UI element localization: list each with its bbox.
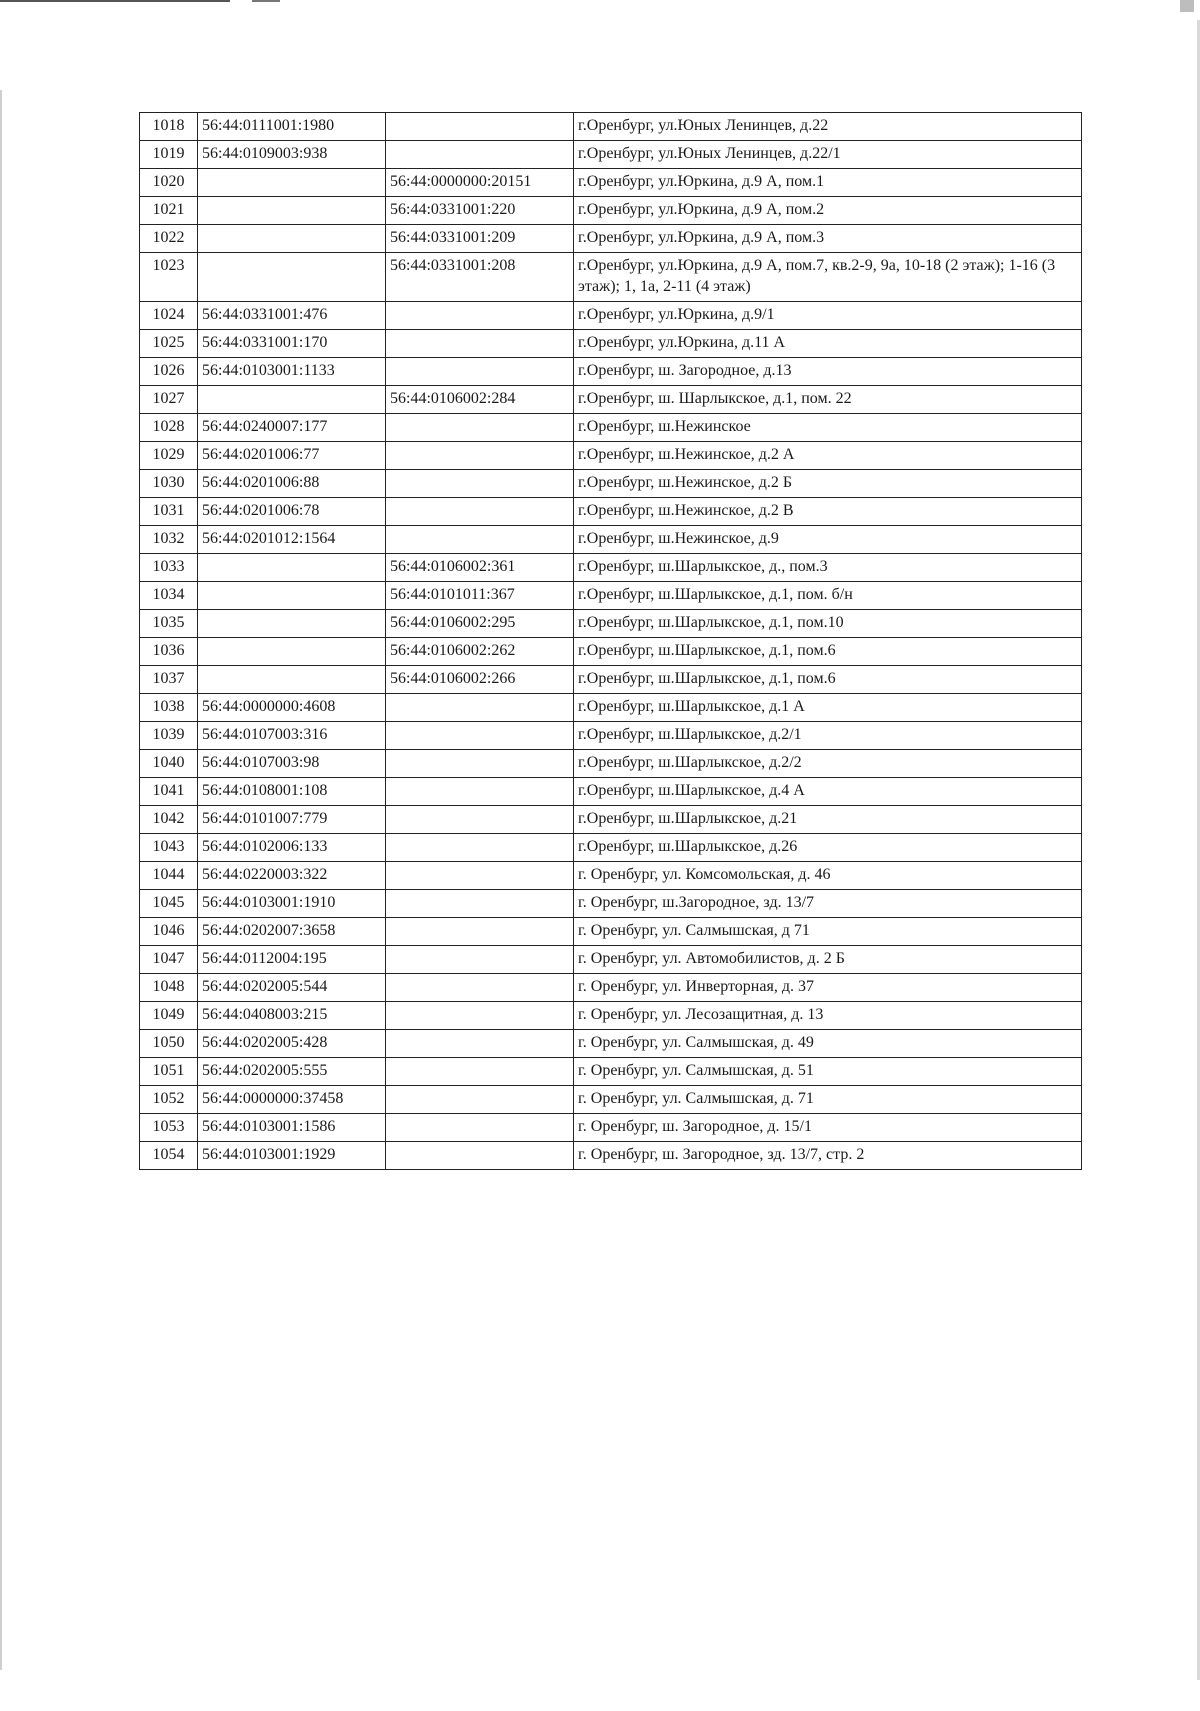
address-cell: г.Оренбург, ш.Шарлыкское, д.4 А <box>574 778 1082 806</box>
address-cell: г.Оренбург, ш.Шарлыкское, д.2/2 <box>574 750 1082 778</box>
address-cell: г.Оренбург, ш.Шарлыкское, д.1, пом. б/н <box>574 582 1082 610</box>
premises-cadastral-number-cell: 56:44:0106002:295 <box>386 610 574 638</box>
table-row <box>140 1142 1082 1170</box>
cadastral-number-cell: 56:44:0102006:133 <box>198 834 386 862</box>
scan-artifact-top-small <box>252 0 280 2</box>
row-number-cell: 1054 <box>140 1142 198 1170</box>
address-cell: г.Оренбург, ш.Шарлыкское, д.26 <box>574 834 1082 862</box>
address-cell: г. Оренбург, ул. Салмышская, д. 49 <box>574 1030 1082 1058</box>
row-number-cell: 1024 <box>140 302 198 330</box>
address-cell: г. Оренбург, ул. Комсомольская, д. 46 <box>574 862 1082 890</box>
table-row <box>140 666 1082 694</box>
table-row <box>140 225 1082 253</box>
cadastral-number-cell: 56:44:0201012:1564 <box>198 526 386 554</box>
address-cell: г.Оренбург, ул.Юркина, д.9 А, пом.7, кв.2-9, 9а, 10-18 (2 этаж); 1-16 (3 этаж); 1, 1а, 2-11 (4 этаж) <box>574 253 1082 302</box>
premises-cadastral-number-cell <box>386 302 574 330</box>
table-row <box>140 169 1082 197</box>
table-row <box>140 554 1082 582</box>
address-cell: г.Оренбург, ул.Юных Ленинцев, д.22 <box>574 113 1082 141</box>
premises-cadastral-number-cell: 56:44:0106002:262 <box>386 638 574 666</box>
address-cell: г.Оренбург, ш.Шарлыкское, д.1, пом.6 <box>574 638 1082 666</box>
cadastral-number-cell: 56:44:0103001:1586 <box>198 1114 386 1142</box>
premises-cadastral-number-cell <box>386 694 574 722</box>
premises-cadastral-number-cell: 56:44:0106002:266 <box>386 666 574 694</box>
address-cell: г.Оренбург, ш.Шарлыкское, д.1, пом.10 <box>574 610 1082 638</box>
table-row <box>140 1030 1082 1058</box>
address-cell: г.Оренбург, ш.Шарлыкское, д.1, пом.6 <box>574 666 1082 694</box>
table-row <box>140 1114 1082 1142</box>
premises-cadastral-number-cell <box>386 1002 574 1030</box>
premises-cadastral-number-cell <box>386 442 574 470</box>
row-number-cell: 1036 <box>140 638 198 666</box>
cadastral-number-cell: 56:44:0202005:544 <box>198 974 386 1002</box>
premises-cadastral-number-cell: 56:44:0000000:20151 <box>386 169 574 197</box>
cadastral-number-cell: 56:44:0108001:108 <box>198 778 386 806</box>
row-number-cell: 1047 <box>140 946 198 974</box>
premises-cadastral-number-cell <box>386 750 574 778</box>
cadastral-number-cell <box>198 225 386 253</box>
row-number-cell: 1048 <box>140 974 198 1002</box>
table-row <box>140 946 1082 974</box>
row-number-cell: 1023 <box>140 253 198 302</box>
cadastral-number-cell <box>198 554 386 582</box>
address-cell: г. Оренбург, ш. Загородное, зд. 13/7, стр. 2 <box>574 1142 1082 1170</box>
row-number-cell: 1041 <box>140 778 198 806</box>
address-cell: г.Оренбург, ул.Юркина, д.11 А <box>574 330 1082 358</box>
address-cell: г.Оренбург, ш.Нежинское, д.2 Б <box>574 470 1082 498</box>
row-number-cell: 1029 <box>140 442 198 470</box>
row-number-cell: 1037 <box>140 666 198 694</box>
address-cell: г. Оренбург, ул. Инверторная, д. 37 <box>574 974 1082 1002</box>
cadastral-number-cell: 56:44:0107003:316 <box>198 722 386 750</box>
row-number-cell: 1052 <box>140 1086 198 1114</box>
address-cell: г. Оренбург, ул. Салмышская, д. 51 <box>574 1058 1082 1086</box>
premises-cadastral-number-cell: 56:44:0331001:209 <box>386 225 574 253</box>
premises-cadastral-number-cell <box>386 778 574 806</box>
cadastral-number-cell: 56:44:0201006:88 <box>198 470 386 498</box>
cadastral-number-cell: 56:44:0202005:555 <box>198 1058 386 1086</box>
cadastral-number-cell <box>198 169 386 197</box>
cadastral-number-cell: 56:44:0202005:428 <box>198 1030 386 1058</box>
table-row <box>140 1058 1082 1086</box>
address-cell: г.Оренбург, ш.Нежинское, д.2 В <box>574 498 1082 526</box>
cadastral-number-cell: 56:44:0201006:78 <box>198 498 386 526</box>
address-cell: г. Оренбург, ш. Загородное, д. 15/1 <box>574 1114 1082 1142</box>
table-row <box>140 834 1082 862</box>
cadastral-number-cell: 56:44:0101007:779 <box>198 806 386 834</box>
premises-cadastral-number-cell <box>386 918 574 946</box>
cadastral-number-cell: 56:44:0240007:177 <box>198 414 386 442</box>
premises-cadastral-number-cell <box>386 1058 574 1086</box>
cadastral-number-cell <box>198 610 386 638</box>
cadastral-number-cell <box>198 638 386 666</box>
premises-cadastral-number-cell <box>386 498 574 526</box>
row-number-cell: 1040 <box>140 750 198 778</box>
property-table <box>139 112 1082 1170</box>
address-cell: г.Оренбург, ш.Нежинское, д.2 А <box>574 442 1082 470</box>
table-row <box>140 806 1082 834</box>
address-cell: г. Оренбург, ул. Салмышская, д 71 <box>574 918 1082 946</box>
cadastral-number-cell: 56:44:0408003:215 <box>198 1002 386 1030</box>
premises-cadastral-number-cell <box>386 834 574 862</box>
cadastral-number-cell: 56:44:0000000:37458 <box>198 1086 386 1114</box>
premises-cadastral-number-cell: 56:44:0331001:220 <box>386 197 574 225</box>
table-row <box>140 610 1082 638</box>
premises-cadastral-number-cell <box>386 890 574 918</box>
row-number-cell: 1034 <box>140 582 198 610</box>
premises-cadastral-number-cell <box>386 470 574 498</box>
cadastral-number-cell: 56:44:0202007:3658 <box>198 918 386 946</box>
table-row <box>140 862 1082 890</box>
table-row <box>140 526 1082 554</box>
premises-cadastral-number-cell <box>386 414 574 442</box>
premises-cadastral-number-cell <box>386 946 574 974</box>
premises-cadastral-number-cell <box>386 526 574 554</box>
address-cell: г.Оренбург, ул.Юркина, д.9/1 <box>574 302 1082 330</box>
table-row <box>140 197 1082 225</box>
scan-edge-left <box>0 90 2 1670</box>
row-number-cell: 1022 <box>140 225 198 253</box>
cadastral-number-cell <box>198 197 386 225</box>
row-number-cell: 1043 <box>140 834 198 862</box>
row-number-cell: 1050 <box>140 1030 198 1058</box>
address-cell: г.Оренбург, ул.Юркина, д.9 А, пом.2 <box>574 197 1082 225</box>
table-row <box>140 358 1082 386</box>
premises-cadastral-number-cell <box>386 722 574 750</box>
cadastral-number-cell: 56:44:0103001:1910 <box>198 890 386 918</box>
table-row <box>140 141 1082 169</box>
premises-cadastral-number-cell <box>386 113 574 141</box>
address-cell: г. Оренбург, ш.Загородное, зд. 13/7 <box>574 890 1082 918</box>
premises-cadastral-number-cell <box>386 806 574 834</box>
property-table-body <box>140 113 1082 1170</box>
row-number-cell: 1020 <box>140 169 198 197</box>
address-cell: г. Оренбург, ул. Салмышская, д. 71 <box>574 1086 1082 1114</box>
cadastral-number-cell <box>198 386 386 414</box>
row-number-cell: 1018 <box>140 113 198 141</box>
address-cell: г.Оренбург, ш.Шарлыкское, д.1 А <box>574 694 1082 722</box>
premises-cadastral-number-cell <box>386 1086 574 1114</box>
row-number-cell: 1053 <box>140 1114 198 1142</box>
cadastral-number-cell: 56:44:0103001:1133 <box>198 358 386 386</box>
address-cell: г.Оренбург, ш. Шарлыкское, д.1, пом. 22 <box>574 386 1082 414</box>
row-number-cell: 1049 <box>140 1002 198 1030</box>
row-number-cell: 1028 <box>140 414 198 442</box>
row-number-cell: 1027 <box>140 386 198 414</box>
row-number-cell: 1026 <box>140 358 198 386</box>
address-cell: г.Оренбург, ш.Шарлыкское, д.2/1 <box>574 722 1082 750</box>
cadastral-number-cell: 56:44:0109003:938 <box>198 141 386 169</box>
cadastral-number-cell <box>198 253 386 302</box>
cadastral-number-cell <box>198 582 386 610</box>
scan-artifact-corner <box>1180 0 1194 12</box>
address-cell: г.Оренбург, ш. Загородное, д.13 <box>574 358 1082 386</box>
table-row <box>140 113 1082 141</box>
row-number-cell: 1039 <box>140 722 198 750</box>
table-row <box>140 1086 1082 1114</box>
row-number-cell: 1030 <box>140 470 198 498</box>
row-number-cell: 1042 <box>140 806 198 834</box>
premises-cadastral-number-cell: 56:44:0106002:284 <box>386 386 574 414</box>
row-number-cell: 1035 <box>140 610 198 638</box>
cadastral-number-cell: 56:44:0112004:195 <box>198 946 386 974</box>
table-row <box>140 414 1082 442</box>
row-number-cell: 1038 <box>140 694 198 722</box>
premises-cadastral-number-cell <box>386 1142 574 1170</box>
address-cell: г.Оренбург, ул.Юных Ленинцев, д.22/1 <box>574 141 1082 169</box>
row-number-cell: 1032 <box>140 526 198 554</box>
cadastral-number-cell <box>198 666 386 694</box>
cadastral-number-cell: 56:44:0331001:170 <box>198 330 386 358</box>
premises-cadastral-number-cell <box>386 141 574 169</box>
table-row <box>140 750 1082 778</box>
row-number-cell: 1044 <box>140 862 198 890</box>
table-row <box>140 778 1082 806</box>
address-cell: г.Оренбург, ул.Юркина, д.9 А, пом.1 <box>574 169 1082 197</box>
table-row <box>140 694 1082 722</box>
table-row <box>140 638 1082 666</box>
premises-cadastral-number-cell <box>386 862 574 890</box>
row-number-cell: 1025 <box>140 330 198 358</box>
table-row <box>140 386 1082 414</box>
cadastral-number-cell: 56:44:0107003:98 <box>198 750 386 778</box>
address-cell: г. Оренбург, ул. Автомобилистов, д. 2 Б <box>574 946 1082 974</box>
table-row <box>140 442 1082 470</box>
scan-artifact-top <box>0 0 230 2</box>
premises-cadastral-number-cell <box>386 330 574 358</box>
address-cell: г.Оренбург, ул.Юркина, д.9 А, пом.3 <box>574 225 1082 253</box>
row-number-cell: 1046 <box>140 918 198 946</box>
cadastral-number-cell: 56:44:0220003:322 <box>198 862 386 890</box>
row-number-cell: 1033 <box>140 554 198 582</box>
premises-cadastral-number-cell <box>386 358 574 386</box>
cadastral-number-cell: 56:44:0111001:1980 <box>198 113 386 141</box>
address-cell: г.Оренбург, ш.Нежинское, д.9 <box>574 526 1082 554</box>
cadastral-number-cell: 56:44:0201006:77 <box>198 442 386 470</box>
table-row <box>140 582 1082 610</box>
premises-cadastral-number-cell: 56:44:0331001:208 <box>386 253 574 302</box>
row-number-cell: 1021 <box>140 197 198 225</box>
table-row <box>140 974 1082 1002</box>
premises-cadastral-number-cell: 56:44:0106002:361 <box>386 554 574 582</box>
table-row <box>140 498 1082 526</box>
cadastral-number-cell: 56:44:0331001:476 <box>198 302 386 330</box>
table-row <box>140 302 1082 330</box>
table-row <box>140 722 1082 750</box>
cadastral-number-cell: 56:44:0103001:1929 <box>198 1142 386 1170</box>
table-row <box>140 330 1082 358</box>
table-row <box>140 253 1082 302</box>
row-number-cell: 1051 <box>140 1058 198 1086</box>
premises-cadastral-number-cell <box>386 1030 574 1058</box>
premises-cadastral-number-cell <box>386 1114 574 1142</box>
address-cell: г.Оренбург, ш.Шарлыкское, д.21 <box>574 806 1082 834</box>
table-row <box>140 918 1082 946</box>
row-number-cell: 1031 <box>140 498 198 526</box>
table-row <box>140 890 1082 918</box>
premises-cadastral-number-cell <box>386 974 574 1002</box>
address-cell: г. Оренбург, ул. Лесозащитная, д. 13 <box>574 1002 1082 1030</box>
row-number-cell: 1019 <box>140 141 198 169</box>
row-number-cell: 1045 <box>140 890 198 918</box>
table-row <box>140 470 1082 498</box>
cadastral-number-cell: 56:44:0000000:4608 <box>198 694 386 722</box>
address-cell: г.Оренбург, ш.Нежинское <box>574 414 1082 442</box>
table-row <box>140 1002 1082 1030</box>
address-cell: г.Оренбург, ш.Шарлыкское, д., пом.3 <box>574 554 1082 582</box>
premises-cadastral-number-cell: 56:44:0101011:367 <box>386 582 574 610</box>
